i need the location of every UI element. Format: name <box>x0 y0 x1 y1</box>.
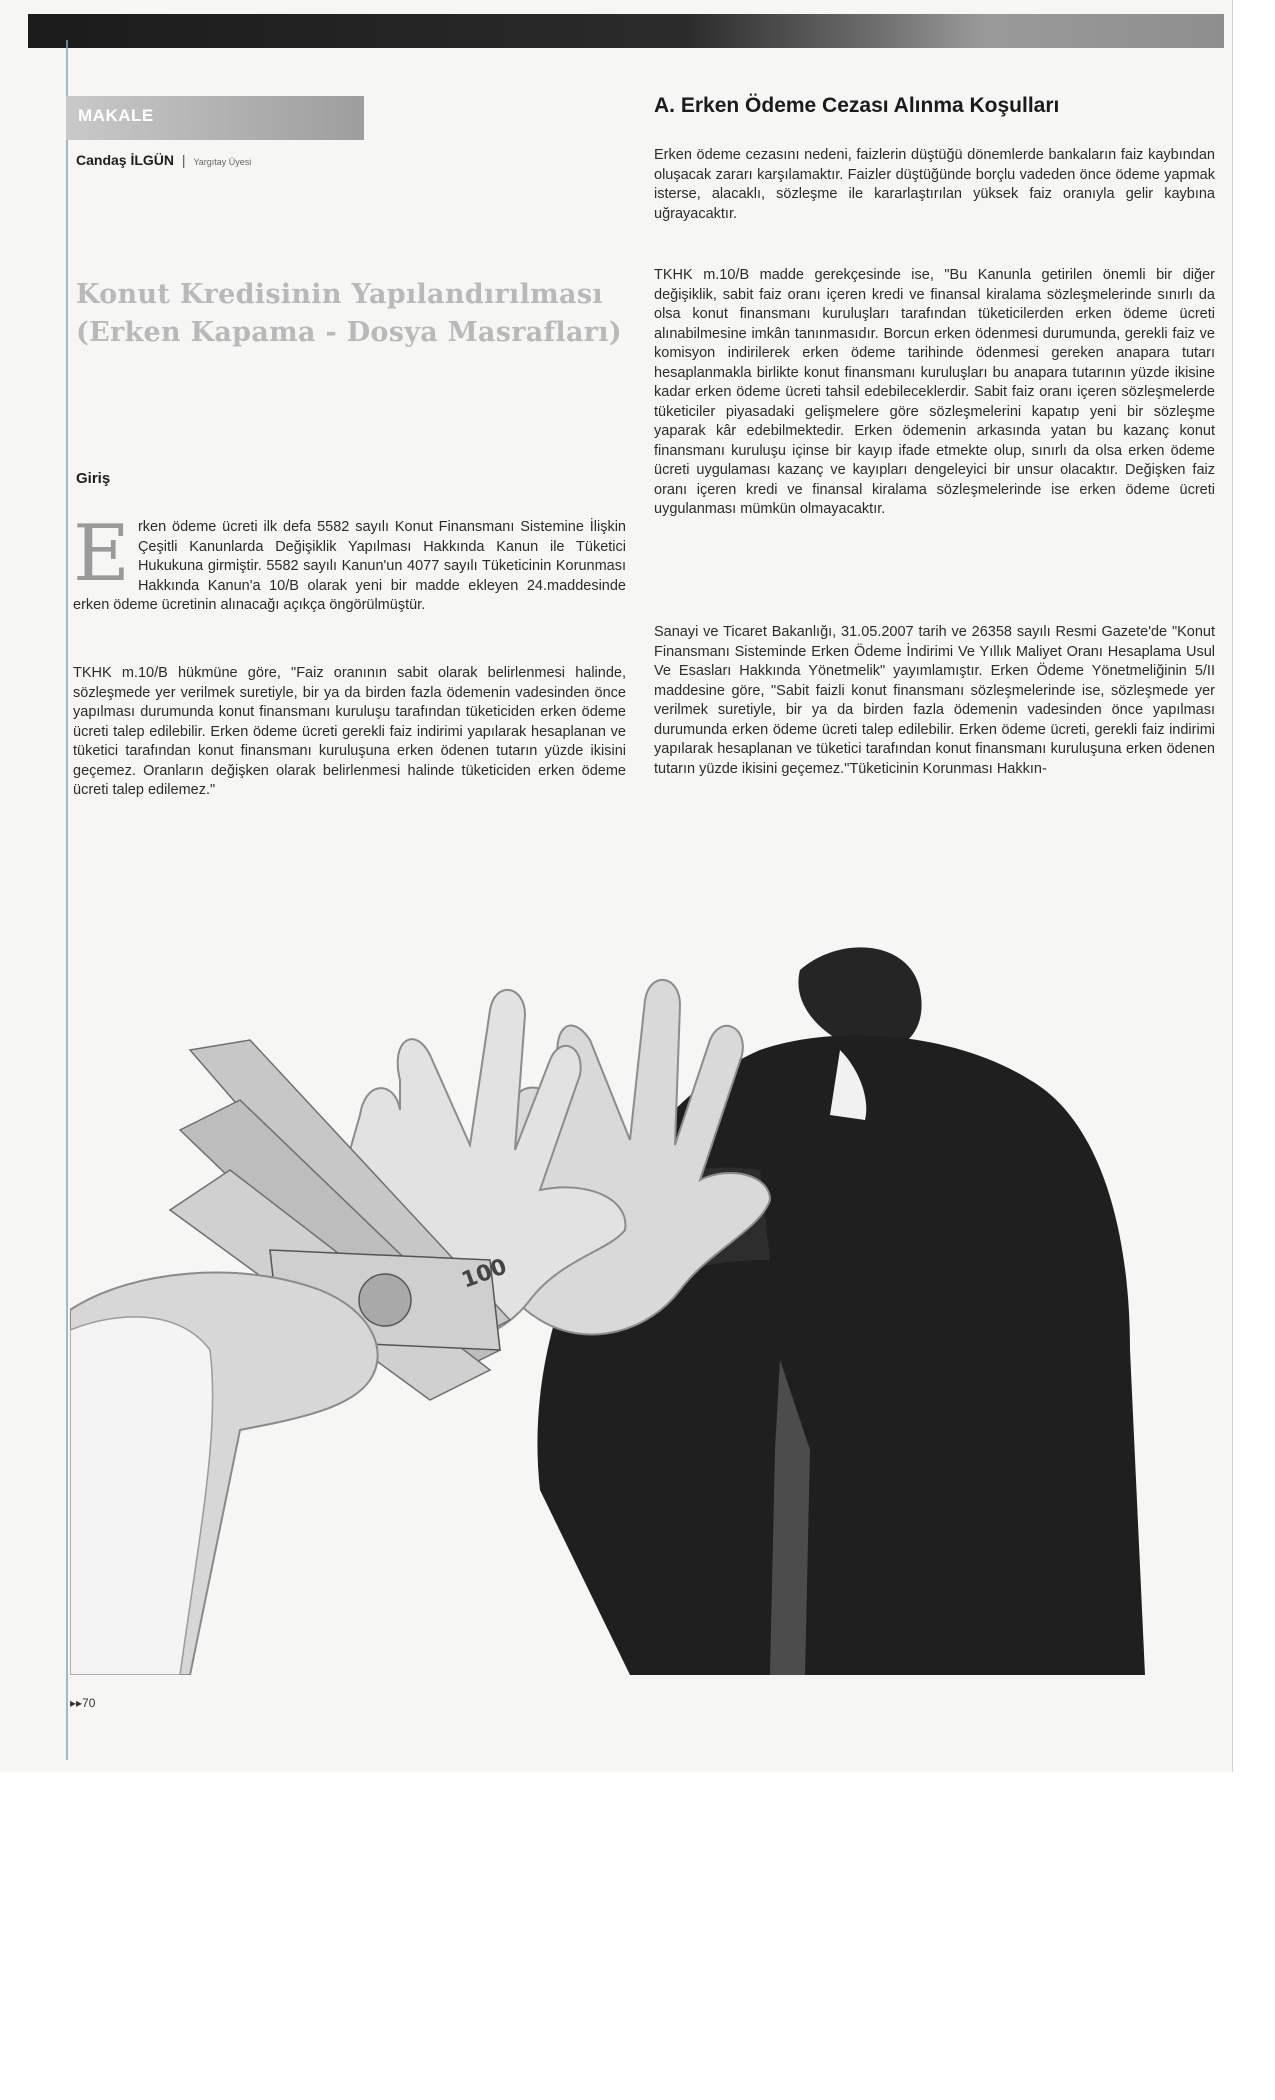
paragraph-tkhk-rule: TKHK m.10/B hükmüne göre, "Faiz oranının sabit olarak belirlenmesi halinde, sözleşmede yer verilmek suretiyle, bir ya da birden fazla ödemenin vadesinden önce yapılması durumunda konut finansmanı kuruluşu tarafından tüketiciden erken ödeme ücreti talep edilebilir. Erken ödeme ücreti gerekli faiz indirimi yapılarak hesaplanan ve tüketici tarafından konut finansmanı kuruluşuna erken ödenen tutarın yüzde ikisini geçemez. Oranların değişken olarak belirlenmesi halinde tüketiciden erken ödeme ücreti talep edilemez." <box>73 665 626 798</box>
article-title <box>76 276 636 352</box>
header-band <box>28 14 1224 48</box>
page-number: ▸▸70 <box>70 1696 96 1710</box>
author-line <box>76 152 251 168</box>
intro-paragraph <box>73 509 626 616</box>
paragraph-justification: TKHK m.10/B madde gerekçesinde ise, "Bu Kanunla getirilen önemli bir diğer değişiklik, sabit faiz oranı içeren kredi ve finansal kiralama sözleşmelerinde sınırlı da olsa konut finansmanı kuruluşları tarafından tüketicilerden erken ödeme ücreti alınabilmesine imkân tanınmasıdır. Borcun erken ödenmesi durumunda, gerekli faiz ve komisyon indirilerek erken ödeme tarihinde ödenmesi gereken anapara tutarı hesaplanmakla birlikte konut finansmanı kuruluşları bu anapara tutarının yüzde ikisine kadar erken ödeme ücreti tahsil edebileceklerdir. Sabit faiz oranı içeren sözleşmelerde tüketiciler piyasadaki gelişmelere göre sözleşmelerini kapatıp yeni bir sözleşme yaparak kâr edebilmektedir. Erken ödemenin arkasında yatan bu kazanç konut finansmanı kuruluşu içinse bir kayıp ifade etmekte olup, sınırlı da olsa erken ödeme ücreti uygulaması kazanç ve kayıpları dengeleyici bir unsur olacaktır. Değişken faiz oranı içeren kredi ve finansal kiralama sözleşmelerinde ise erken ödeme ücreti uygulanması mümkün olmayacaktır. <box>654 267 1215 517</box>
section-heading-a: A. Erken Ödeme Cezası Alınma Koşulları <box>654 94 1060 117</box>
banknote-denomination: 100 <box>458 1254 511 1294</box>
drop-cap: E <box>73 509 130 599</box>
paragraph-regulation: Sanayi ve Ticaret Bakanlığı, 31.05.2007 tarih ve 26358 sayılı Resmi Gazete'de "Konut Finansmanı Sisteminde Erken Ödeme İndirimi Ve Yıllık Maliyet Oranı Hesaplama Usul Ve Esasları Hakkında Yönetmelik" yayımlamıştır. Erken Ödeme Yönetmeliğinin 5/II maddesine göre, "Sabit faizli konut finansmanı sözleşmelerinde ise, sözleşmede yer verilmek suretiyle, bir ya da birden fazla ödemenin vadesinden önce yapılması durumunda erken ödeme ücreti talep edilebilir. Erken ödeme ücreti, gerekli faiz indirimi yapılarak hesaplanan ve tüketici tarafından konut finansmanı kuruluşuna erken ödenen tutarın yüzde ikisini geçemez."Tüketicinin Korunması Hakkın- <box>654 624 1215 777</box>
article-photo <box>70 930 1220 1675</box>
paragraph-reason: Erken ödeme cezasını nedeni, faizlerin düştüğü dönemlerde bankaların faiz kaybından oluşacak zararı karşılamaktır. Faizler düştüğünde borçlu vadeden önce ödeme yapmak isterse, alacaklı, sözleşme ile kararlaştırılan yüksek faiz oranıyla gelir kaybına uğrayacaktır. <box>654 147 1215 222</box>
page-fold-line <box>66 40 68 1760</box>
section-heading-intro: Giriş <box>76 470 111 487</box>
author-role: Yargıtay Üyesi <box>193 157 252 167</box>
article-title-line1: Konut Kredisinin Yapılandırılması <box>76 279 603 310</box>
money-hand <box>70 1273 378 1675</box>
article-title-line2: (Erken Kapama - Dosya Masrafları) <box>76 317 622 348</box>
section-tag: MAKALE <box>66 96 364 140</box>
author-name: Candaş İLGÜN <box>76 152 175 168</box>
intro-paragraph-text: rken ödeme ücreti ilk defa 5582 sayılı Konut Finansmanı Sistemine İlişkin Çeşitli Kanunlarda Değişiklik Yapılması Hakkında Kanun ile Tüketici Hukukuna girmiştir. 5582 sayılı Kanun'un 4077 sayılı Tüketicinin Korunması Hakkında Kanun'a 10/B olarak yeni bir madde ekleyen 24.maddesinde erken ödeme ücretinin alınacağı açıkça öngörülmüştür. <box>73 519 626 613</box>
author-separator: | <box>181 152 186 168</box>
